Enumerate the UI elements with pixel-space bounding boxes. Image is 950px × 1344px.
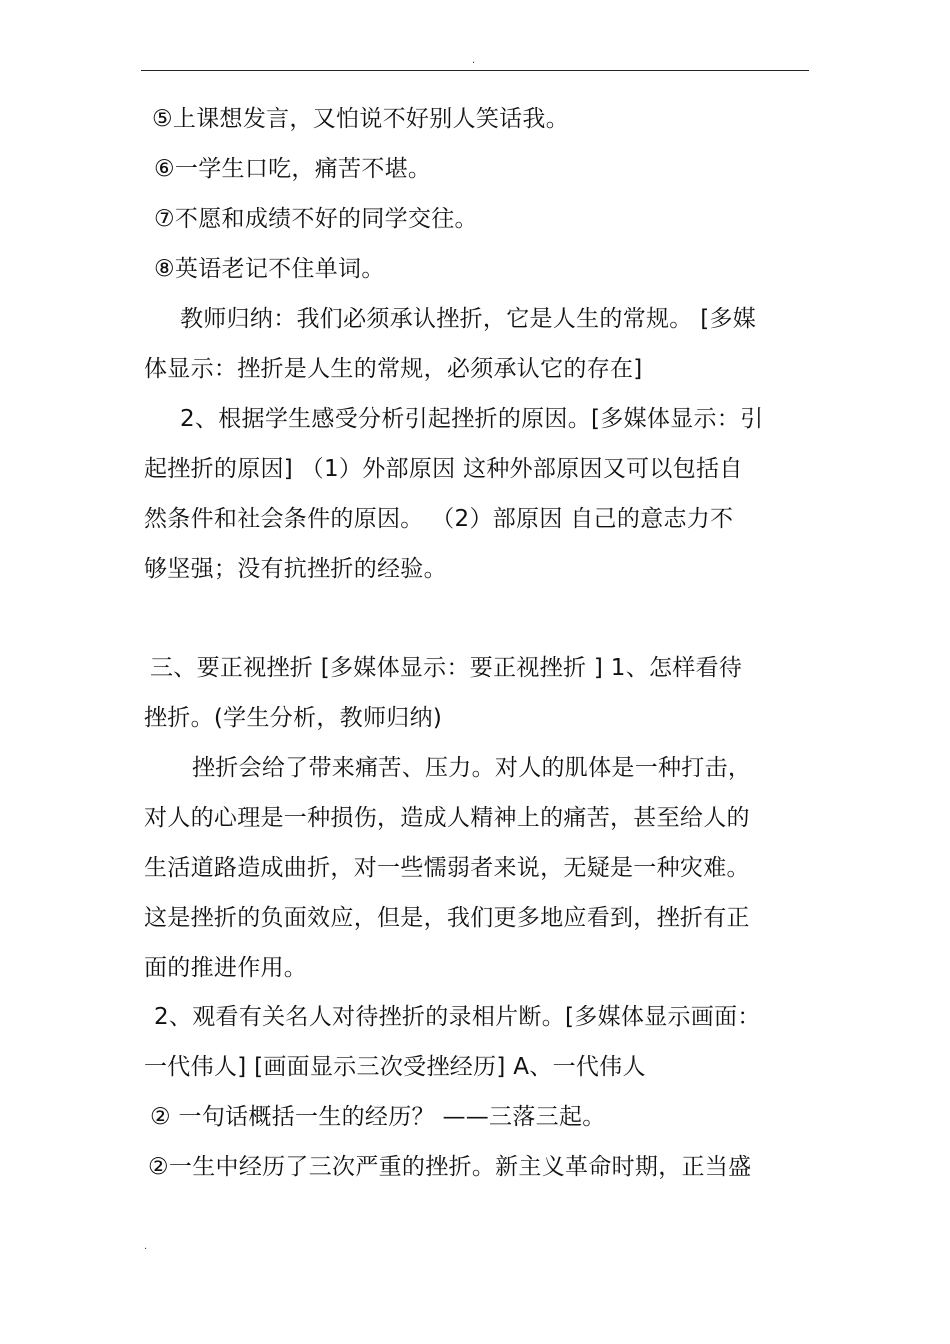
paragraph-line: 然条件和社会条件的原因。 （2）部原因 自己的意志力不 <box>144 506 734 532</box>
list-item-7: ⑦不愿和成绩不好的同学交往。 <box>154 206 478 232</box>
paragraph-line: 挫折。(学生分析，教师归纳) <box>144 705 443 731</box>
list-item-8: ⑧英语老记不住单词。 <box>154 256 385 282</box>
paragraph-line: 2、根据学生感受分析引起挫折的原因。[多媒体显示：引 <box>180 406 764 432</box>
footer-dot: . <box>144 1241 148 1252</box>
paragraph-line: 面的推进作用。 <box>144 955 308 981</box>
paragraph-line: 生活道路造成曲折，对一些懦弱者来说，无疑是一种灾难。 <box>144 855 750 881</box>
paragraph-line: 体显示：挫折是人生的常规，必须承认它的存在] <box>144 356 643 382</box>
header-dot: . <box>472 55 476 66</box>
paragraph-line: 教师归纳：我们必须承认挫折，它是人生的常规。 [多媒 <box>180 306 757 332</box>
paragraph-line: ② 一句话概括一生的经历？ ——三落三起。 <box>150 1104 606 1130</box>
list-item-6: ⑥一学生口吃，痛苦不堪。 <box>154 156 432 182</box>
paragraph-line: 这是挫折的负面效应，但是，我们更多地应看到，挫折有正 <box>144 905 750 931</box>
paragraph-line: 挫折会给了带来痛苦、压力。对人的肌体是一种打击， <box>192 755 752 781</box>
paragraph-line: ②一生中经历了三次严重的挫折。新主义革命时期，正当盛 <box>148 1154 752 1180</box>
paragraph-line: 对人的心理是一种损伤，造成人精神上的痛苦，甚至给人的 <box>144 805 750 831</box>
list-item-5: ⑤上课想发言，又怕说不好别人笑话我。 <box>152 106 570 132</box>
paragraph-line: 够坚强；没有抗挫折的经验。 <box>144 556 447 582</box>
section-heading-line: 三、要正视挫折 [多媒体显示：要正视挫折 ] 1、怎样看待 <box>150 655 743 681</box>
paragraph-line: 一代伟人] [画面显示三次受挫经历] A、一代伟人 <box>144 1054 646 1080</box>
paragraph-line: 2、观看有关名人对待挫折的录相片断。[多媒体显示画面： <box>154 1004 761 1030</box>
paragraph-line: 起挫折的原因] （1）外部原因 这种外部原因又可以包括自 <box>144 456 743 482</box>
header-rule <box>141 70 809 71</box>
